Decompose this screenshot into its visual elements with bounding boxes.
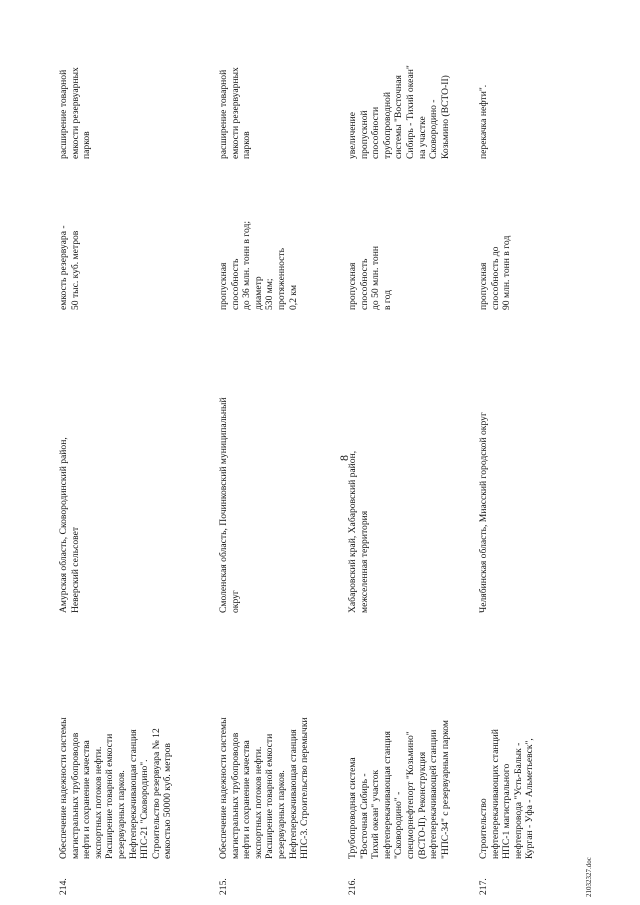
location: Хабаровский край, Хабаровский район, межселенная территория bbox=[347, 450, 370, 613]
location: Челябинская область, Миасский городской округ bbox=[478, 412, 489, 613]
characteristics: пропускная способность до 36 млн. тонн в год; диаметр 530 мм; протяженность 0,2 км bbox=[218, 220, 299, 310]
characteristics: пропускная способность до 50 млн. тонн в год bbox=[347, 246, 393, 310]
row-number: 215. bbox=[218, 878, 229, 895]
goal: перекачка нефти". bbox=[478, 84, 489, 159]
row-number: 217. bbox=[478, 878, 489, 895]
goal: расширение товарной емкости резервуарных парков bbox=[58, 67, 93, 159]
object-description: Строительство нефтеперекачивающих станций НПС-1 магистрального нефтепровода "Усть-Балык - Курган - Уфа - Альметьевск", bbox=[478, 729, 536, 859]
row-number: 214. bbox=[58, 878, 69, 895]
object-description: Обеспечение надежности системы магистральных трубопроводов нефти и сохранение качества экспортных потоков нефти. Расширение товарной емкости резервуарных парков. Нефтеперекачивающая станция НПС-21 "Сковородино". Строительство резервуара № 12 емкостью 50000 куб. метров bbox=[58, 717, 174, 859]
location: Амурская область, Сковородинский район, Неверский сельсовет bbox=[58, 437, 81, 613]
characteristics: емкость резервуара - 50 тыс. куб. метров bbox=[58, 225, 81, 310]
goal: увеличение пропускной способности трубопроводной системы "Восточная Сибирь - Тихий океан" на участке Сковородино - Козьмино (ВСТО-II) bbox=[347, 65, 451, 159]
page-number: 8 bbox=[337, 455, 351, 461]
location: Смоленская область, Починковский муниципальный округ bbox=[218, 397, 241, 613]
goal: расширение товарной емкости резервуарных парков bbox=[218, 67, 253, 159]
object-description: Трубопроводная система "Восточная Сибирь - Тихий океан" участок нефтеперекачивающая станция "Сковородино" - спецморнефтепорт "Козьмино" (ВСТО-II). Реконструкция нефтеперекачивающей станции "НПС-34" с резервуарным парком bbox=[347, 720, 451, 859]
row-number: 216. bbox=[347, 878, 358, 895]
characteristics: пропускная способность до 90 млн. тонн в год bbox=[478, 235, 513, 310]
document-filename: 21032327.doc bbox=[585, 857, 593, 897]
object-description: Обеспечение надежности системы магистральных трубопроводов нефти и сохранение качества экспортных потоков нефти. Расширение товарной емкости резервуарных парков. Нефтеперекачивающая станция НПС-3. Строительство перемычки bbox=[218, 717, 311, 859]
